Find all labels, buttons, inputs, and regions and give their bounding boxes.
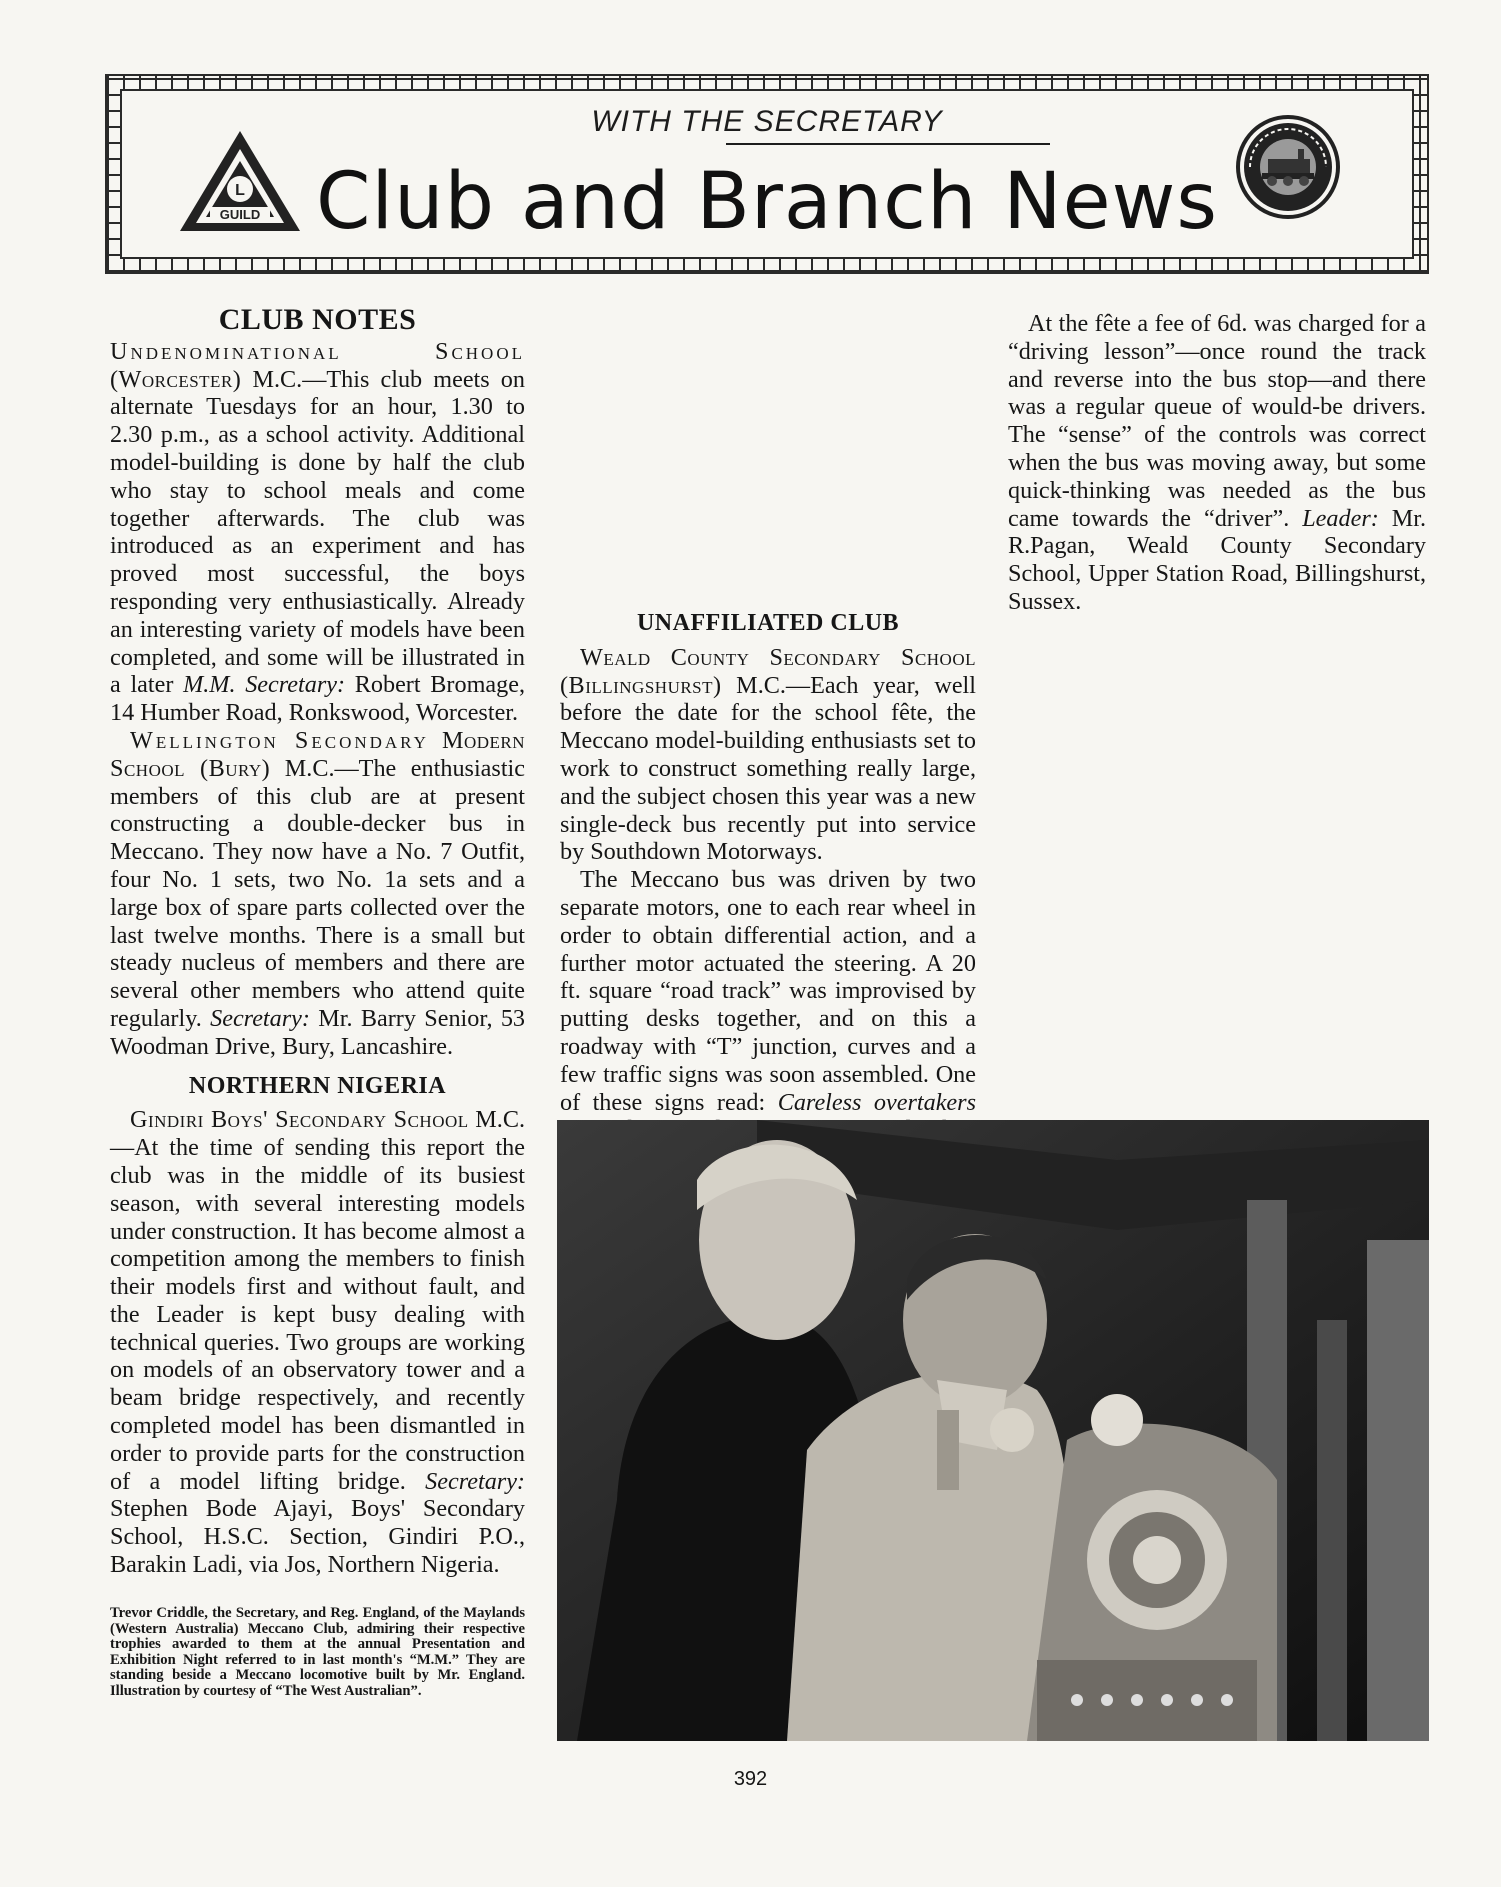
column-1 (110, 303, 526, 1579)
weald-bus-description: The Meccano bus was driven by two separate motors, one to each rear wheel in order to obtain differential action, and a further motor actuated the steering. A 20 ft. square “road track” was improvised by putting desks together, and on this a roadway with “T” junction, curves and a few traffic signs was soon assembled. One of these signs read: Careless overtakers (560, 866, 976, 1116)
section-kicker: WITH THE SECRETARY (591, 105, 943, 138)
photo-caption: Trevor Criddle, the Secretary, and Reg. England, of the Maylands (Western Australia) Meccano Club, admiring their respective trophies awarded to them at the annual Presentation and Exhibition Night referred to in last month's “M.M.” They are standing beside a Meccano locomotive built by Mr. England. Illustration by courtesy of “The West Australian”. (110, 1605, 525, 1699)
undenominational-school-report: Undenominational School (Worcester) M.C.—This club meets on alternate Tuesdays for an hour, 1.30 to 2.30 p.m., as a school activity. Additional model-building is done by half the club who stay to school meals and come together afterwards. The club was introduced as an experiment and has proved most successful, the boys responding very enthusiastically. Already an interesting variety of models have been completed, and some will be illustrated in a later M.M. Secretary: Robert Bromage, 14 Humber Road, Ronkswood, Worcester. (110, 337, 525, 727)
two-boys-with-trophies-and-meccano-locomotive-photo (557, 1120, 1429, 1741)
svg-text:GUILD: GUILD (219, 207, 261, 222)
club-notes-heading: CLUB NOTES (218, 303, 417, 336)
header-banner (107, 76, 1427, 272)
weald-school-report: Weald County Secondary School (Billingshurst) M.C.—Each year, well before the date for the school fête, the Meccano model-building enthusiasts set to work to construct something really large, and the subject chosen this year was a new single-deck bus recently put into service by Southdown Motorways. (560, 643, 976, 866)
kicker-underline (726, 143, 1050, 145)
page-number: 392 (733, 1768, 768, 1790)
svg-text:L: L (235, 182, 245, 199)
wellington-school-report: Wellington Secondary Modern School (Bury) M.C.—The enthusiastic members of this club are at present constructing a double-decker bus in Meccano. They now have a No. 7 Outfit, four No. 1 sets, two No. 1a sets and a large box of spare parts collected over the last twelve months. There is a small but steady nucleus of members and there are several other members who attend quite regularly. Secretary: Mr. Barry Senior, 53 Woodman Drive, Bury, Lancashire. (110, 726, 526, 1060)
unaffiliated-club-heading: UNAFFILIATED CLUB (636, 610, 900, 636)
gindiri-school-report: Gindiri Boys' Secondary School M.C.—At the time of sending this report the club was in the middle of its busiest season, with several interesting models under construction. It has become almost a competition among the members to finish their models first and without fault, and the Leader is kept busy dealing with technical queries. Two groups are working on models of an observatory tower and a beam bridge respectively, and recently completed model has been dismantled in order to provide parts for the construction of a model lifting bridge. Secretary: Stephen Bode Ajayi, Boys' Secondary School, H.S.C. Section, Gindiri P.O., Barakin Ladi, via Jos, Northern Nigeria. (110, 1106, 526, 1579)
column-3 (1008, 310, 1426, 616)
northern-nigeria-heading: NORTHERN NIGERIA (188, 1072, 447, 1099)
weald-fete-description: At the fête a fee of 6d. was charged for a “driving lesson”—once round the track and reverse into the bus stop—and there was a regular queue of would-be drivers. The “sense” of the controls was correct when the bus was moving away, but some quick-thinking was needed as the bus came towards the “driver”. Leader: Mr. R.Pagan, Weald County Secondary School, Upper Station Road, Billingshurst, Sussex. (1008, 310, 1426, 615)
meccano-guild-triangle-icon (176, 127, 304, 237)
page-title: Club and Branch News (315, 157, 1219, 247)
hornby-railway-company-badge-icon (1232, 111, 1344, 223)
